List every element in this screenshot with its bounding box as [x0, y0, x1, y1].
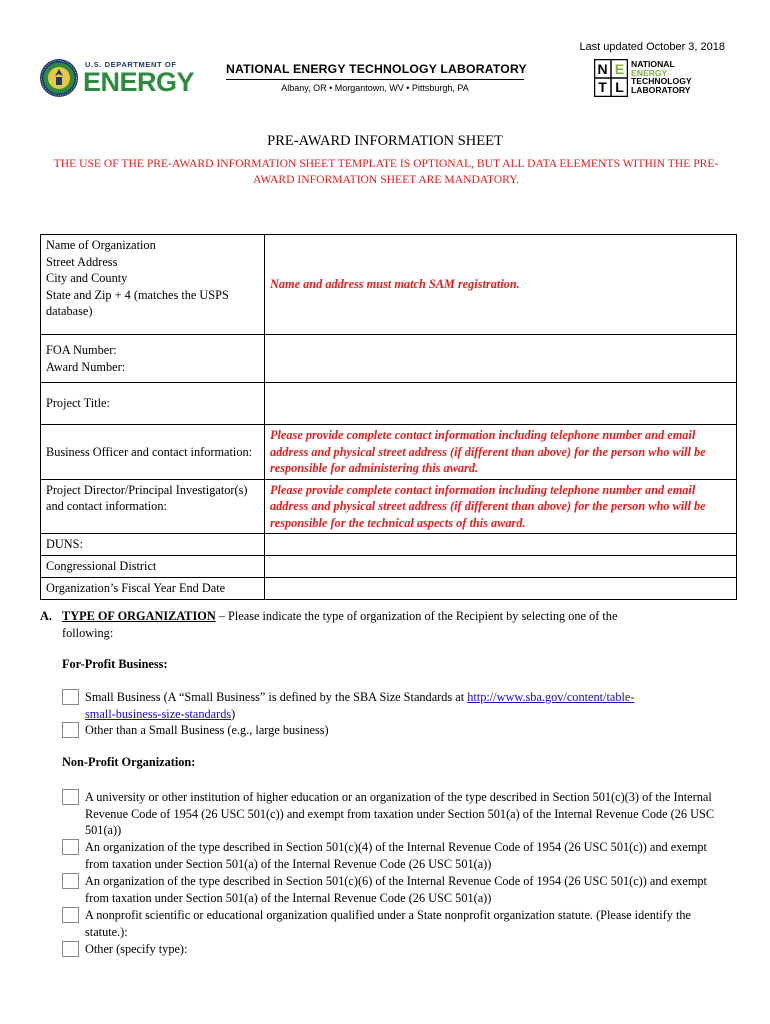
- table-row: [41, 235, 737, 335]
- doe-seal-icon: [39, 58, 79, 98]
- netl-logo-text: [631, 60, 692, 94]
- small-business-close: ): [231, 706, 236, 721]
- project-title-value-cell[interactable]: [265, 383, 737, 425]
- 501c3-checkbox[interactable]: [62, 789, 79, 805]
- street-label: Street Address: [46, 254, 118, 269]
- page-title: PRE-AWARD INFORMATION SHEET: [267, 133, 503, 149]
- option-state-nonprofit: [62, 907, 732, 940]
- business-officer-note: Please provide complete contact information including telephone number and email address and physical street address (if different than above) for the person who will be responsible for administering this award.: [270, 428, 706, 475]
- other-business-label: Other than a Small Business (e.g., large business): [85, 723, 329, 737]
- business-officer-value-cell[interactable]: [265, 425, 737, 480]
- duns-label: DUNS:: [41, 534, 265, 556]
- netl-letter-t: T: [598, 79, 607, 95]
- netl-logo-line: NATIONAL: [631, 59, 675, 69]
- netl-name: NATIONAL ENERGY TECHNOLOGY LABORATORY: [226, 62, 527, 76]
- table-row: [41, 578, 737, 600]
- 501c6-checkbox[interactable]: [62, 873, 79, 889]
- table-row: [41, 425, 737, 480]
- netl-letter-e: E: [614, 61, 625, 77]
- district-label: Congressional District: [41, 556, 265, 578]
- netl-logo: [594, 59, 694, 99]
- doe-logo: [39, 58, 195, 102]
- doe-dept-text: U.S. DEPARTMENT OF: [85, 60, 177, 69]
- 501c6-label: An organization of the type described in Section 501(c)(6) of the Internal Revenue Code of 1954 (26 USC 501(c)) and exempt from taxation under Section 501(a) of the Internal Revenue Code (26 USC 501(a)): [85, 874, 707, 905]
- other-nonprofit-checkbox[interactable]: [62, 941, 79, 957]
- small-business-label: Small Business (A “Small Business” is defined by the SBA Size Standards at: [85, 690, 468, 704]
- option-501c3: [62, 789, 732, 839]
- option-other-business: [62, 722, 732, 739]
- foa-value-cell[interactable]: [265, 335, 737, 383]
- 501c4-label: An organization of the type described in Section 501(c)(4) of the Internal Revenue Code of 1954 (26 USC 501(c)) and exempt from taxation under Section 501(a) of the Internal Revenue Code (26 USC 501(a)): [85, 840, 707, 871]
- netl-banner: [226, 62, 527, 96]
- 501c3-label: A university or other institution of higher education or an organization of the type described in Section 501(c)(3) of the Internal Revenue Code of 1954 (26 USC 501(c)) and exempt from taxation under Section 501(a) of the Internal Revenue Code (26 USC 501(a)): [85, 790, 715, 837]
- table-row: [41, 556, 737, 578]
- table-row: [41, 383, 737, 425]
- sba-link-cont[interactable]: small-business-size-standards: [85, 706, 232, 721]
- project-title-label: Project Title:: [41, 383, 265, 425]
- foa-label-cell: [41, 335, 265, 383]
- foa-number-label: FOA Number:: [46, 343, 117, 357]
- option-501c4: [62, 839, 732, 872]
- business-officer-label: Business Officer and contact information:: [41, 425, 265, 480]
- table-row: [41, 479, 737, 534]
- option-other-nonprofit: [62, 941, 732, 958]
- fiscal-value-cell[interactable]: [265, 578, 737, 600]
- 501c4-checkbox[interactable]: [62, 839, 79, 855]
- city-label: City and County: [46, 271, 128, 285]
- state-nonprofit-label: A nonprofit scientific or educational organization qualified under a State nonprofit organization statute. (Please identify the statute.):: [85, 908, 692, 939]
- org-name-label: Name of Organization: [46, 238, 156, 252]
- district-value-cell[interactable]: [265, 556, 737, 578]
- netl-letter-n: N: [597, 61, 608, 77]
- org-note: Name and address must match SAM registration.: [270, 277, 520, 292]
- sba-link[interactable]: http://www.sba.gov/content/table-: [467, 690, 635, 704]
- netl-sites: Albany, OR • Morgantown, WV • Pittsburgh, PA: [281, 83, 469, 93]
- info-table: [40, 234, 737, 600]
- table-row: [41, 534, 737, 556]
- last-updated: Last updated October 3, 2018: [579, 41, 725, 53]
- org-label-cell: [41, 235, 265, 335]
- option-501c6: [62, 873, 732, 906]
- netl-logo-line: ENERGY: [631, 67, 668, 78]
- duns-value-cell[interactable]: [265, 534, 737, 556]
- section-a-letter: A.: [40, 609, 52, 623]
- small-business-checkbox[interactable]: [62, 689, 79, 705]
- mandatory-notice: THE USE OF THE PRE-AWARD INFORMATION SHEET TEMPLATE IS OPTIONAL, BUT ALL DATA ELEMENTS WITHIN THE PRE-AWARD INFORMATION SHEET ARE MANDATORY.: [53, 157, 719, 186]
- pi-label: Project Director/Principal Investigator(s) and contact information:: [41, 479, 265, 534]
- netl-logo-line: LABORATORY: [631, 84, 691, 95]
- section-a-heading: TYPE OF ORGANIZATION: [62, 609, 216, 623]
- doe-energy-text: ENERGY: [83, 67, 195, 97]
- org-value-cell[interactable]: [265, 235, 737, 335]
- section-a-text-cont: following:: [62, 625, 114, 640]
- pi-note: Please provide complete contact information including telephone number and email address and physical street address (if different than above) for the person who will be responsible for the technical aspects of this award.: [270, 482, 706, 530]
- netl-rule: [226, 79, 524, 80]
- state-zip-label: State and Zip + 4 (matches the USPS database): [46, 287, 229, 318]
- netl-logo-line: TECHNOLOGY: [631, 76, 692, 87]
- award-number-label: Award Number:: [46, 359, 126, 374]
- for-profit-heading: For-Profit Business:: [62, 657, 168, 671]
- other-nonprofit-label: Other (specify type):: [85, 942, 188, 956]
- netl-letter-l: L: [615, 79, 624, 95]
- state-nonprofit-checkbox[interactable]: [62, 907, 79, 923]
- fiscal-label: Organization’s Fiscal Year End Date: [41, 578, 265, 600]
- section-a-text: – Please indicate the type of organization of the Recipient by selecting one of the: [215, 609, 618, 623]
- pi-value-cell[interactable]: [265, 479, 737, 534]
- section-a: [40, 608, 730, 641]
- netl-logo-icon: [594, 59, 628, 97]
- other-business-checkbox[interactable]: [62, 722, 79, 738]
- non-profit-heading: Non-Profit Organization:: [62, 755, 196, 769]
- table-row: [41, 335, 737, 383]
- option-small-business: [62, 689, 732, 722]
